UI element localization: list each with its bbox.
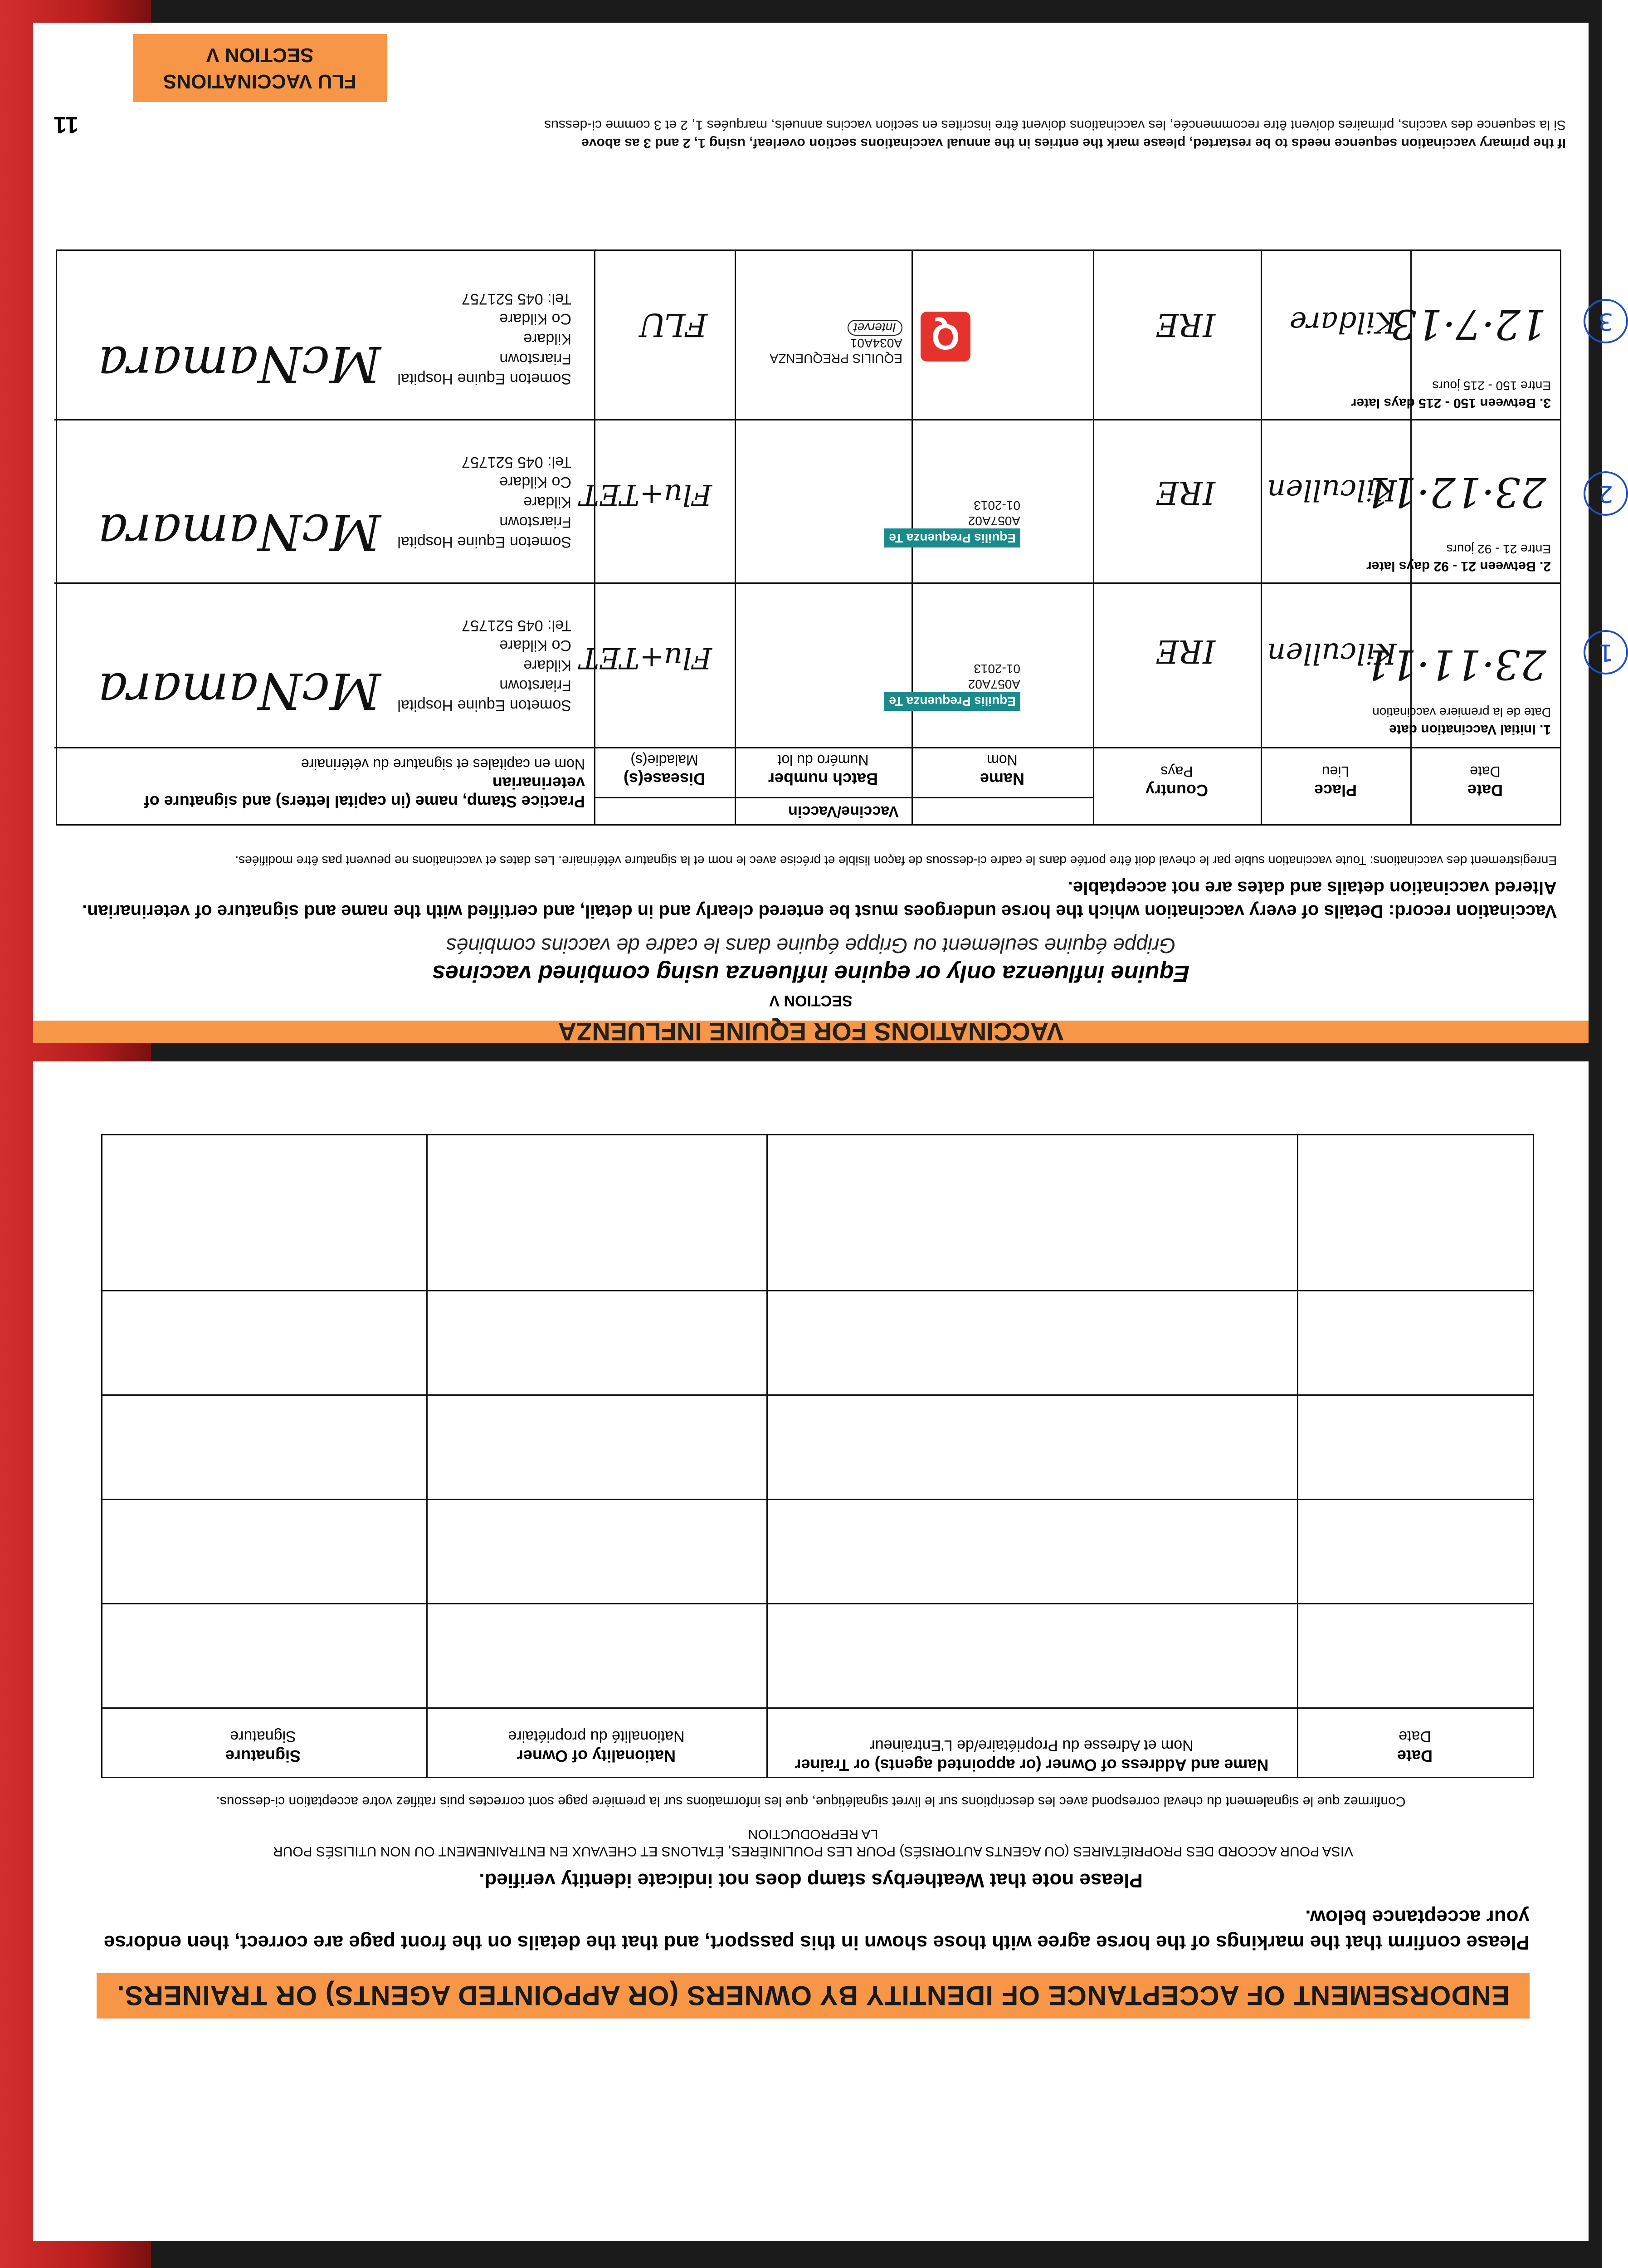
flu-vaccinations-bar: FLU VACCINATIONS SECTION V <box>133 34 387 102</box>
row1-country: IRE <box>1155 633 1215 670</box>
row1-vaccine-sticker <box>857 643 1020 711</box>
row2-vaccine-name: Equilis Prequenza Te <box>884 528 1020 547</box>
row1-disease: Flu+TET <box>580 641 712 675</box>
row2-vaccine-sticker <box>857 479 1020 547</box>
header-disease: Disease(s) Maladie(s) <box>623 752 706 788</box>
header-signature: Signature Signature <box>225 1728 301 1765</box>
row2-country: IRE <box>1155 474 1215 511</box>
vaccine-q-logo: Q <box>921 312 970 362</box>
header-batch: Batch number Numéro du lot <box>768 752 878 788</box>
header-country: Country Pays <box>1145 763 1208 800</box>
row-divider <box>102 1394 1533 1396</box>
row2-signature: McNamara <box>97 503 381 561</box>
row2-circled-number: 2 <box>1584 471 1628 516</box>
row-divider <box>102 1707 1533 1709</box>
row3-label: 3. Between 150 - 215 days later Entre 150 - 215 jours <box>1351 379 1551 411</box>
endorsement-bar: ENDORSEMENT OF ACCEPTANCE OF IDENTITY BY OWNERS (OR APPOINTED AGENTS) OR TRAINERS. <box>97 1973 1530 2019</box>
row1-signature: McNamara <box>97 662 381 720</box>
row3-vaccine-sticker <box>739 298 902 366</box>
row2-label: 2. Between 21 - 92 days later Entre 21 - 92 jours <box>1366 542 1551 574</box>
flu-vaccination-page <box>33 23 1613 1046</box>
vaccination-record-note: Vaccination record: Details of every vaccination which the horse undergoes must be entered clearly and in detail, and certified with the name and signature of veterinarian. Altered vaccination details and dates are not acceptable. <box>82 878 1557 921</box>
row2-practice-stamp: Someton Equine Hospital Friarstown Kildare Co Kildare Tel: 045 521757 <box>397 454 571 551</box>
col-date <box>1297 1135 1533 1777</box>
section-title-fr: Grippe équine seulement ou Grippe équine dans le cadre de vaccins combinés <box>446 934 1176 958</box>
header-nationality: Nationality of Owner Nationalité du propriétaire <box>508 1728 685 1765</box>
row-divider <box>54 419 1560 420</box>
endorsement-visa-fr: VISA POUR ACCORD DES PROPRIÉTAIRES (OU AGENTS AUTORISÉS) POUR LES POULINIÈRES, ÉTALONS ET CHEVAUX EN ENTRAINEMENT OU NON UTILISÉS POUR LA REPRODUCTION <box>273 1827 1354 1859</box>
header-place: Place Lieu <box>1314 763 1357 800</box>
vaccination-table <box>56 249 1613 826</box>
row-divider <box>102 1499 1533 1500</box>
row1-circled-number: 1 <box>1584 630 1628 675</box>
row2-disease: Flu+TET <box>580 478 712 511</box>
row3-country: IRE <box>1155 306 1215 343</box>
row1-vaccine-name: Equilis Prequenza Te <box>884 692 1020 711</box>
endorsement-instructions: Please confirm that the markings of the horse agree with those shown in this passport, and that the details on the front page are correct, then endorse your acceptance below. <box>103 1906 1530 1954</box>
restart-note: If the primary vaccination sequence needs to be restarted, please mark the entries in the annual vaccinations section overleaf, using 1, 2 and 3 as above Si la sequence des vaccins, primaires doivent être recommencée, les vaccinations doivent être inscrites en section vaccins annuels, marquées 1, 2 et 3 comme ci-dessus <box>544 117 1566 151</box>
row3-vaccine-name: EQUILIS PREQUENZA <box>770 352 902 366</box>
row2-batch: A057A02 <box>968 514 1020 528</box>
row3-brand: Intervet <box>848 320 902 336</box>
section-title: Equine influenza only or equine influenza using combined vaccines <box>432 960 1190 987</box>
row3-practice-stamp: Someton Equine Hospital Friarstown Kildare Co Kildare Tel: 045 521757 <box>397 290 571 387</box>
header-name: Name Nom <box>980 752 1025 788</box>
row1-practice-stamp: Someton Equine Hospital Friarstown Kildare Co Kildare Tel: 045 521757 <box>397 617 571 714</box>
header-stamp: Practice Stamp, name (in capital letters) and signature of veterinarian Nom en capitales et signature du vétérinaire <box>144 756 585 811</box>
row1-label: 1. Initial Vaccination date Date de la premiere vaccination <box>1372 705 1551 737</box>
row3-circled-number: 3 <box>1584 299 1628 343</box>
endorsement-confirm-fr: Confirmez que le signalement du cheval correspond avec les descriptions sur le livret signalétique, que les informations sur la première page sont correctes puis ratifiez votre acceptation ci-dessous. <box>216 1794 1406 1809</box>
endorsement-table <box>101 1134 1534 1778</box>
vaccine-group-header: Vaccine/Vaccin <box>594 797 1093 824</box>
row3-disease: FLU <box>639 306 707 343</box>
row3-batch: A034A01 <box>850 336 902 350</box>
row3-date: 12·7·13 <box>1390 300 1546 348</box>
endorsement-page <box>33 1061 1589 2241</box>
header-owner-name: Name and Address of Owner (or appointed agents) or Trainer Nom et Adresse du Propriétaire/de L'Entraineur <box>795 1737 1269 1774</box>
row3-place: Kildare <box>1289 305 1397 339</box>
col-nationality <box>426 1135 766 1777</box>
weatherbys-note: Please note that Weatherbys stamp does not indicate identity verified. <box>479 1869 1143 1892</box>
header-date: Date Date <box>1467 763 1503 800</box>
row1-place: Kilcullen <box>1267 636 1397 670</box>
col-owner-name <box>766 1135 1297 1777</box>
row2-date: 23·12·11 <box>1365 468 1546 516</box>
vaccination-record-note-fr: Enregistrement des vaccinations: Toute vaccination subie par le cheval doit être portée dans le cadre ci-dessous de façon lisible et précise avec le nom et la signature vétérinaire. Les dates et vaccinations ne peuvent pas être modifiées. <box>235 854 1557 868</box>
row1-date: 23·11·11 <box>1365 640 1546 688</box>
row1-expiry: 01-2013 <box>974 662 1020 676</box>
row3-signature: McNamara <box>97 335 381 393</box>
row1-batch: A057A02 <box>968 677 1020 691</box>
equine-influenza-bar: VACCINATIONS FOR EQUINE INFLUENZA <box>33 1021 1589 1043</box>
row-divider <box>102 1290 1533 1291</box>
row-divider <box>102 1603 1533 1604</box>
row2-place: Kilcullen <box>1267 473 1397 507</box>
section-heading <box>33 934 1589 1009</box>
row2-expiry: 01-2013 <box>974 499 1020 513</box>
page-number: 11 <box>54 112 78 138</box>
header-date: Date Date <box>1397 1728 1433 1765</box>
section-label: SECTION V <box>769 992 853 1009</box>
row-divider <box>54 582 1560 584</box>
